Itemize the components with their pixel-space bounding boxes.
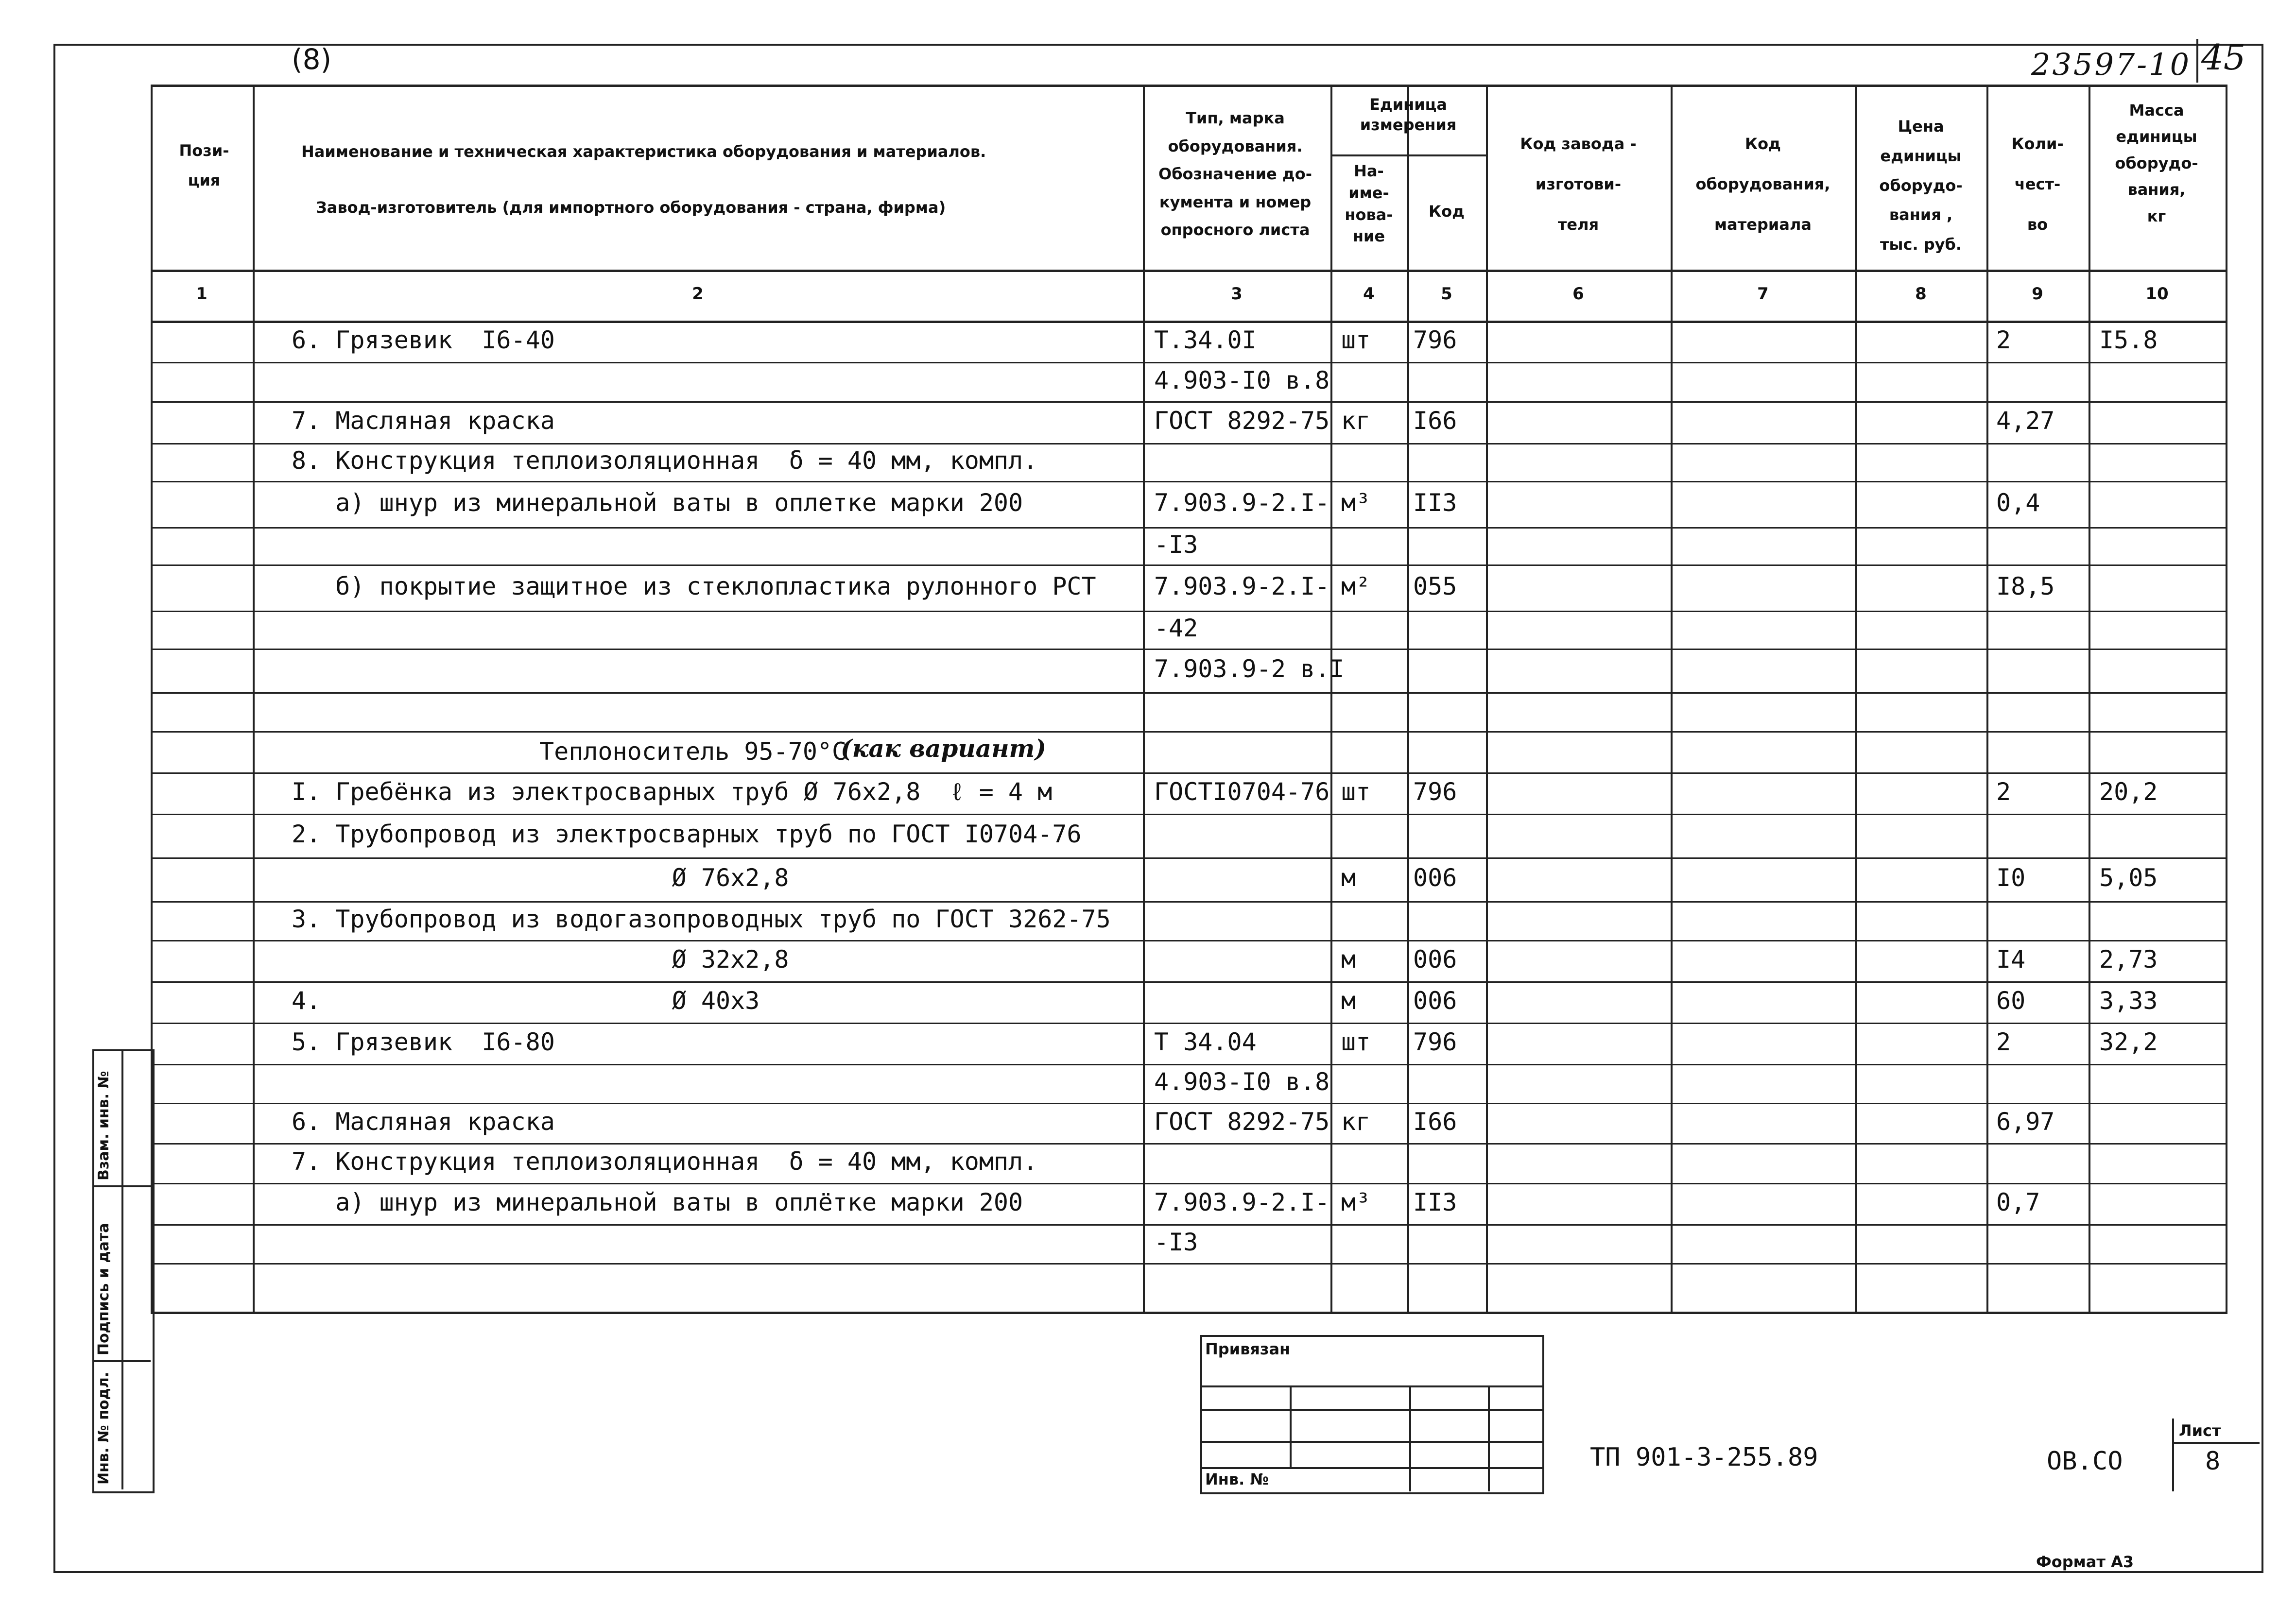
- cell-code: I66: [1413, 1108, 1457, 1136]
- row-line: [151, 564, 2227, 566]
- cell-doc: -I3: [1154, 530, 1198, 559]
- header-col8: Цена единицы оборудо- вания , тыс. руб.: [1879, 117, 1963, 254]
- cell-mass: 20,2: [2099, 778, 2158, 806]
- cell-qty: 2: [1996, 1028, 2011, 1056]
- header-bottom-border: [151, 270, 2227, 272]
- cell-mass: 32,2: [2099, 1028, 2158, 1056]
- cell-unit: м: [1341, 864, 1356, 892]
- column-number: 9: [2032, 284, 2043, 304]
- cell-name: 6. Масляная краска: [292, 1108, 555, 1136]
- cell-qty: 0,7: [1996, 1188, 2040, 1216]
- cell-code: 006: [1413, 987, 1457, 1015]
- cell-name: 7. Конструкция теплоизоляционная δ = 40 мм, компл.: [292, 1147, 1038, 1176]
- row-line: [151, 981, 2227, 983]
- column-line: [2089, 85, 2090, 1312]
- cell-doc: -42: [1154, 614, 1198, 642]
- header-col5: Код: [1429, 202, 1465, 221]
- column-number: 3: [1231, 284, 1243, 304]
- row-line: [151, 1263, 2227, 1265]
- cell-unit: м²: [1341, 572, 1371, 600]
- side-label-inv-podl: Инв. № подл.: [95, 1371, 112, 1485]
- stamp-line: [1200, 1385, 1542, 1387]
- cell-name: а) шнур из минеральной ваты в оплетке марки 200: [292, 489, 1023, 517]
- cell-name: Ø 76х2,8: [292, 864, 789, 892]
- column-number: 2: [692, 284, 704, 304]
- cell-name: I. Гребёнка из электросварных труб Ø 76х2,8 ℓ = 4 м: [292, 778, 1053, 806]
- cell-unit: м: [1341, 945, 1356, 974]
- row-line: [151, 481, 2227, 482]
- side-label-sign-date: Подпись и дата: [95, 1223, 112, 1355]
- unit-group-line: [1330, 154, 1486, 156]
- column-line: [1330, 85, 1332, 1312]
- column-number: 6: [1572, 284, 1584, 304]
- row-line: [151, 401, 2227, 403]
- column-line: [253, 85, 255, 1312]
- cell-qty: I8,5: [1996, 572, 2055, 600]
- cell-doc: ГОСТ 8292-75: [1154, 407, 1330, 435]
- cell-qty: 2: [1996, 326, 2011, 354]
- cell-unit: м³: [1341, 1188, 1371, 1216]
- doc-number: 23597-10: [2031, 47, 2192, 82]
- cell-code: II3: [1413, 1188, 1457, 1216]
- table-bottom-border: [151, 1312, 2227, 1314]
- drawing-mark: ОВ.СО: [2047, 1447, 2123, 1476]
- header-col2: Наименование и техническая характеристика оборудования и материалов. Завод-изготовитель (для импортного оборудования - страна, фирма): [301, 142, 986, 217]
- cell-unit: м: [1341, 987, 1356, 1015]
- row-line: [151, 814, 2227, 815]
- cell-doc: 7.903.9-2 в.I: [1154, 655, 1345, 683]
- row-line: [151, 1064, 2227, 1065]
- side-label-inv-vzam: Взам. инв. №: [95, 1071, 112, 1180]
- header-col3: Тип, марка оборудования. Обозначение до- кумента и номер опросного листа: [1158, 109, 1312, 239]
- row-line: [151, 772, 2227, 774]
- cell-mass: 3,33: [2099, 987, 2158, 1015]
- row-line: [151, 649, 2227, 650]
- row-line: [151, 1023, 2227, 1024]
- cell-mass: 2,73: [2099, 945, 2158, 974]
- column-line: [1671, 85, 1673, 1312]
- column-number: 10: [2145, 284, 2169, 304]
- column-number: 5: [1441, 284, 1452, 304]
- cell-name: 5. Грязевик I6-80: [292, 1028, 555, 1056]
- cell-unit: шт: [1341, 778, 1371, 806]
- cell-unit: кг: [1341, 407, 1371, 435]
- header-col1: Пози- ция: [179, 141, 229, 189]
- row-line: [151, 611, 2227, 612]
- cell-name: 4. Ø 40х3: [292, 987, 760, 1015]
- cell-code: 796: [1413, 326, 1457, 354]
- title-sheet-line: [2172, 1442, 2260, 1444]
- cell-mass: 5,05: [2099, 864, 2158, 892]
- column-line: [1486, 85, 1488, 1312]
- column-line: [1986, 85, 1988, 1312]
- sheet-label: Лист: [2179, 1421, 2221, 1440]
- cell-name: б) покрытие защитное из стеклопластика рулонного РСТ: [292, 572, 1096, 600]
- cell-unit: шт: [1341, 1028, 1371, 1056]
- cell-qty: 0,4: [1996, 489, 2040, 517]
- cell-doc: -I3: [1154, 1228, 1198, 1256]
- stamp-line: [1200, 1409, 1542, 1411]
- format-label: Формат А3: [2036, 1553, 2134, 1571]
- cell-code: II3: [1413, 489, 1457, 517]
- column-line: [1407, 85, 1409, 1312]
- row-line: [151, 443, 2227, 444]
- table-top-border: [151, 85, 2227, 87]
- column-number: 8: [1915, 284, 1927, 304]
- row-line: [151, 362, 2227, 363]
- cell-doc: 4.903-I0 в.8: [1154, 366, 1330, 394]
- column-number: 7: [1757, 284, 1769, 304]
- docnum-divider: [2196, 39, 2198, 83]
- header-col10: Масса единицы оборудо- вания, кг: [2115, 101, 2198, 225]
- sheet-index: (8): [292, 43, 332, 76]
- header-col9: Коли- чест- во: [2011, 135, 2064, 234]
- cell-qty: 2: [1996, 778, 2011, 806]
- cell-mass: I5.8: [2099, 326, 2158, 354]
- cell-name: 2. Трубопровод из электросварных труб по ГОСТ I0704-76: [292, 820, 1082, 848]
- cell-code: I66: [1413, 407, 1457, 435]
- cell-code: 796: [1413, 1028, 1457, 1056]
- privyazan-label: Привязан: [1205, 1340, 1291, 1358]
- header-unit-group: Единица измерения: [1360, 95, 1457, 134]
- cell-code: 006: [1413, 864, 1457, 892]
- stamp-line: [1290, 1385, 1292, 1467]
- cell-qty: 6,97: [1996, 1108, 2055, 1136]
- row-line: [151, 857, 2227, 859]
- cell-name: 8. Конструкция теплоизоляционная δ = 40 мм, компл.: [292, 446, 1038, 475]
- cell-doc: 7.903.9-2.I-: [1154, 572, 1330, 600]
- cell-doc: ГОСТI0704-76: [1154, 778, 1330, 806]
- column-line: [2226, 85, 2227, 1312]
- column-number: 1: [196, 284, 207, 304]
- header-col4: На- име- нова- ние: [1345, 162, 1393, 246]
- row-line: [151, 692, 2227, 694]
- cell-qty: 60: [1996, 987, 2026, 1015]
- cell-qty: I4: [1996, 945, 2026, 974]
- stamp-line: [1200, 1441, 1542, 1443]
- page-frame: [53, 44, 2263, 1573]
- side-stamp-line: [92, 1360, 151, 1362]
- side-stamp-line: [92, 1185, 151, 1187]
- cell-name: 6. Грязевик I6-40: [292, 326, 555, 354]
- cell-code: 055: [1413, 572, 1457, 600]
- cell-doc: 7.903.9-2.I-: [1154, 1188, 1330, 1216]
- cell-qty: I0: [1996, 864, 2026, 892]
- row-line: [151, 940, 2227, 941]
- project-code: ТП 901-3-255.89: [1590, 1443, 1818, 1472]
- column-line: [1855, 85, 1857, 1312]
- cell-name: Ø 32х2,8: [292, 945, 789, 974]
- cell-doc: 4.903-I0 в.8: [1154, 1068, 1330, 1096]
- column-number: 4: [1363, 284, 1375, 304]
- row-line: [151, 1183, 2227, 1184]
- sheet-number: 45: [2201, 37, 2246, 78]
- stamp-line: [1409, 1385, 1411, 1491]
- section-note: (как вариант): [841, 734, 1047, 763]
- cell-name: 3. Трубопровод из водогазопроводных труб по ГОСТ 3262-75: [292, 905, 1111, 933]
- numbers-bottom-border: [151, 321, 2227, 323]
- stamp-line: [1488, 1385, 1490, 1491]
- title-sheet-divider: [2172, 1419, 2174, 1491]
- stamp-line: [1200, 1467, 1542, 1469]
- row-line: [151, 1224, 2227, 1226]
- cell-doc: 7.903.9-2.I-: [1154, 489, 1330, 517]
- header-col7: Код оборудования, материала: [1695, 135, 1830, 234]
- row-line: [151, 1103, 2227, 1104]
- cell-code: 796: [1413, 778, 1457, 806]
- row-line: [151, 901, 2227, 903]
- row-line: [151, 527, 2227, 529]
- cell-unit: кг: [1341, 1108, 1371, 1136]
- header-col6: Код завода - изготови- теля: [1520, 135, 1637, 234]
- sheet-value: 8: [2205, 1447, 2221, 1476]
- cell-code: 006: [1413, 945, 1457, 974]
- row-line: [151, 1143, 2227, 1145]
- side-stamp-divider: [121, 1049, 123, 1489]
- section-title: Теплоноситель 95-70°С: [539, 737, 847, 766]
- cell-doc: Т 34.04: [1154, 1028, 1257, 1056]
- cell-qty: 4,27: [1996, 407, 2055, 435]
- cell-name: а) шнур из минеральной ваты в оплётке марки 200: [292, 1188, 1023, 1216]
- inv-no-label: Инв. №: [1205, 1470, 1269, 1488]
- row-line: [151, 731, 2227, 733]
- column-line: [1143, 85, 1145, 1312]
- cell-doc: Т.34.0I: [1154, 326, 1257, 354]
- cell-unit: шт: [1341, 326, 1371, 354]
- cell-name: 7. Масляная краска: [292, 407, 555, 435]
- cell-doc: ГОСТ 8292-75: [1154, 1108, 1330, 1136]
- cell-unit: м³: [1341, 489, 1371, 517]
